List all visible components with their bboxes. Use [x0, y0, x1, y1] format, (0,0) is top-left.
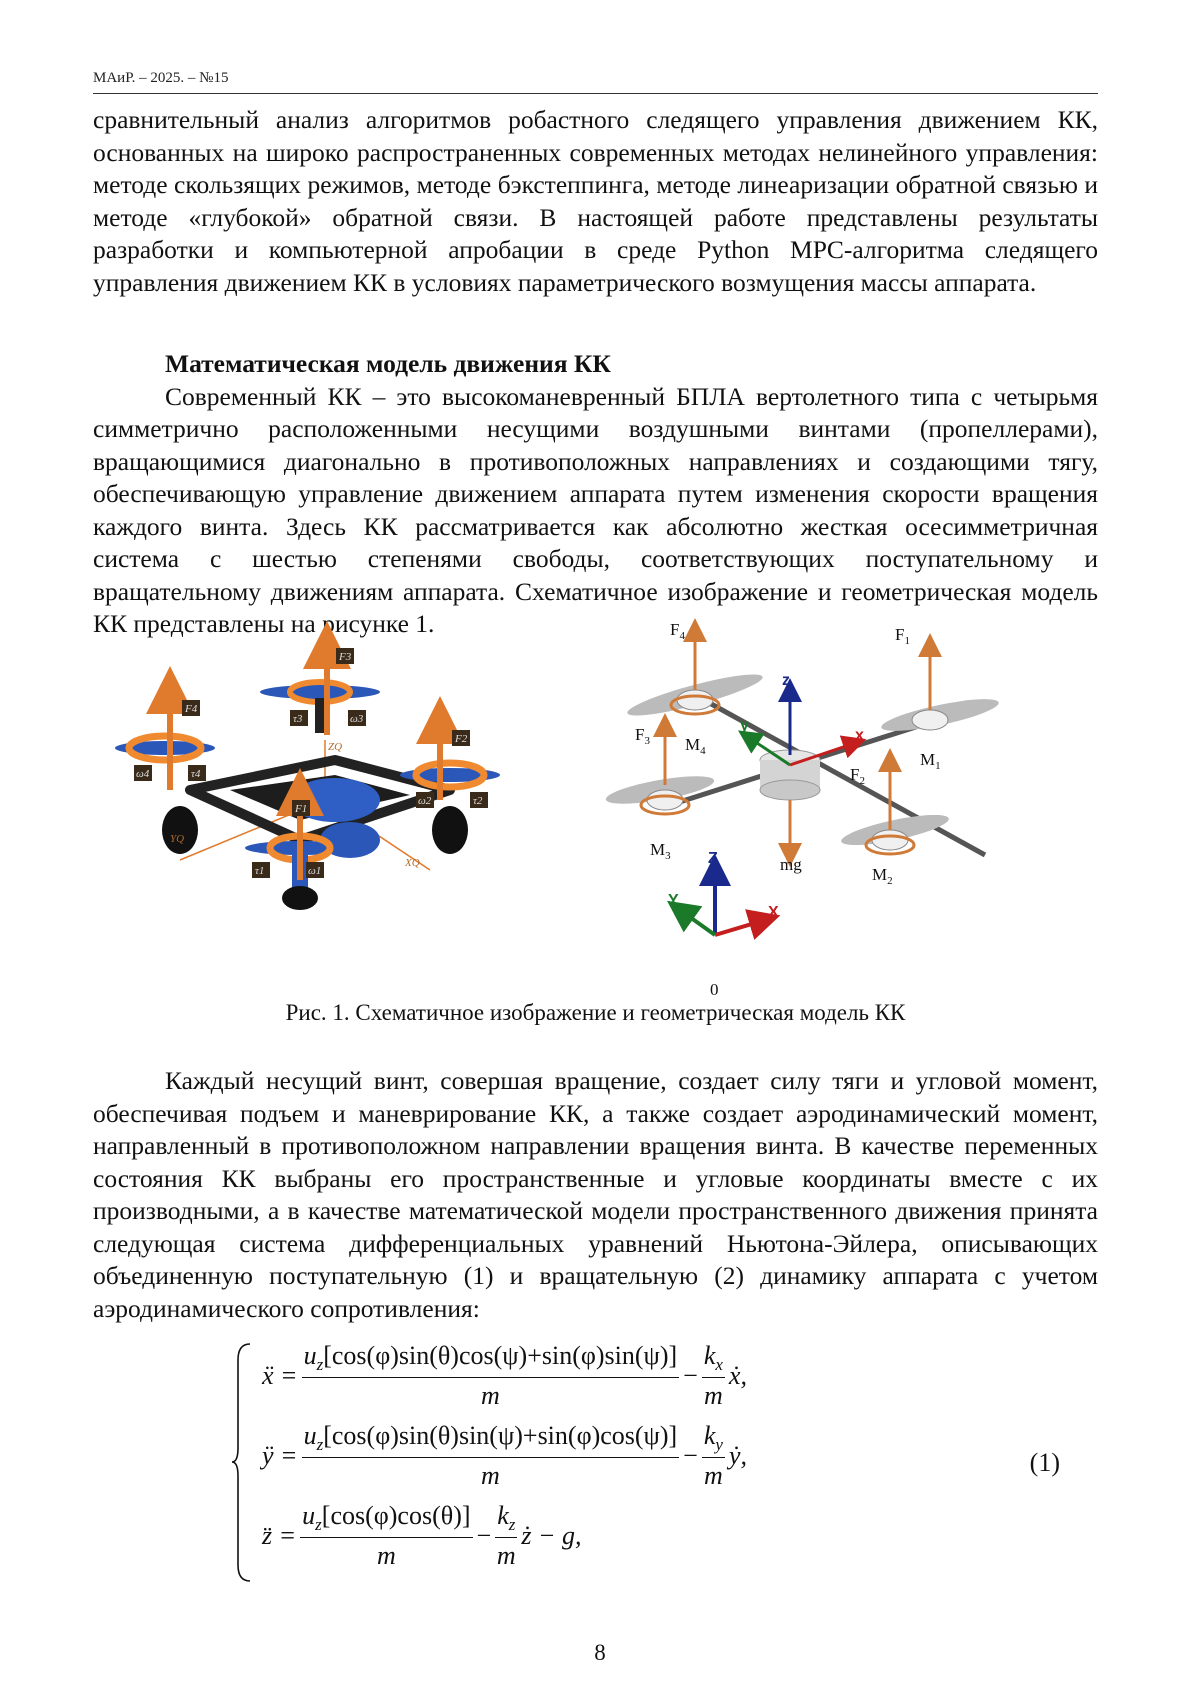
equation-1 [230, 1340, 1080, 1585]
label-t1: τ1 [255, 865, 264, 877]
equation-number: (1) [1030, 1448, 1060, 1478]
row-x-numerator: [cos(φ)sin(θ)cos(ψ)+sin(φ)sin(ψ)] [323, 1341, 677, 1370]
row-x-k-denominator: m [704, 1381, 723, 1410]
row-y-k-denominator: m [704, 1461, 723, 1490]
label-zq: ZQ [328, 741, 342, 753]
row-x-lhs: ẍ = [262, 1361, 298, 1391]
label-f2: F2 [454, 733, 468, 745]
hub-bottom [760, 780, 820, 800]
label-f1: F1 [895, 625, 910, 647]
section-heading: Математическая модель движения КК [93, 348, 1098, 381]
page-number: 8 [0, 1640, 1200, 1666]
paragraph-1: сравнительный анализ алгоритмов робастного следящего управления движением КК, основанных на широко распространенных современных методах нелинейного управления: методе скользящих режимов, методе бэкстеппинга, методе линеаризации обратной связью и методе «глубокой» обратной связи. В настоящей работе представлены результаты разработки и компьютерной апробации в среде Python MPC-алгоритма следящего управления движением КК в условиях параметрического возмущения массы аппарата. [93, 104, 1098, 299]
label-f3: F3 [635, 725, 650, 747]
row-y-drag-fraction [702, 1421, 725, 1491]
row-z-tail: ż − g, [521, 1521, 581, 1551]
row-x-denominator: m [481, 1381, 500, 1410]
label-body-z: z [782, 672, 790, 689]
running-head: МАиР. – 2025. – №15 [93, 70, 1098, 94]
label-m4: M4 [685, 735, 706, 757]
label-f1: F1 [294, 803, 307, 815]
label-yq: YQ [170, 833, 184, 845]
equation-row-y [262, 1420, 747, 1492]
row-x-k-sub: x [715, 1355, 723, 1374]
label-body-x: x [855, 727, 864, 744]
label-f4: F4 [184, 703, 198, 715]
label-inertial-z: Z [708, 850, 718, 867]
row-y-denominator: m [481, 1461, 500, 1490]
row-x-minus: − [683, 1361, 698, 1391]
row-x-u-sub: z [317, 1355, 324, 1374]
motor-m1 [879, 693, 1001, 738]
row-z-u-sub: z [315, 1515, 322, 1534]
row-z-main-fraction [300, 1501, 472, 1571]
label-w3: ω3 [350, 713, 364, 725]
row-x-main-fraction [302, 1341, 680, 1411]
wheel-right [432, 806, 468, 854]
label-t4: τ4 [191, 768, 201, 780]
row-y-numerator: [cos(φ)sin(θ)sin(ψ)+sin(φ)cos(ψ)] [323, 1421, 677, 1450]
inertial-axis-y [680, 910, 715, 935]
row-y-tail: ẏ, [729, 1441, 747, 1471]
label-f2: F2 [850, 765, 865, 787]
wheel-left [162, 806, 198, 854]
figure-caption: Рис. 1. Схематичное изображение и геометрическая модель КК [93, 1000, 1098, 1026]
equation-row-z [262, 1500, 582, 1572]
paragraph-2: Современный КК – это высокоманевренный БПЛА вертолетного типа с четырьмя симметрично расположенными несущими воздушными винтами (пропеллерами), вращающимися диагонально в противоположных направлениях и создающими тягу, обеспечивающую управление движением аппарата путем изменения скорости вращения каждого винта. Здесь КК рассматривается как абсолютно жесткая осесимметричная система с шестью степенями свободы, соответствующих поступательному и вращательному движениям аппарата. Схематичное изображение и геометрическая модель КК представлены на рисунке 1. [93, 381, 1098, 641]
label-m2: M2 [872, 865, 893, 887]
label-f3: F3 [338, 651, 352, 663]
row-y-u: u [304, 1421, 317, 1450]
intro-block [93, 104, 1098, 299]
row-y-main-fraction [302, 1421, 680, 1491]
equation-row-x [262, 1340, 747, 1412]
label-origin: 0 [710, 980, 719, 999]
row-z-k-denominator: m [497, 1541, 516, 1570]
geometric-model-figure [640, 665, 1070, 1000]
row-x-drag-fraction [702, 1341, 725, 1411]
row-z-minus: − [477, 1521, 492, 1551]
row-y-lhs: ÿ = [262, 1441, 298, 1471]
row-z-u: u [302, 1501, 315, 1530]
label-inertial-x: X [768, 904, 779, 921]
paragraph-3: Каждый несущий винт, совершая вращение, создает силу тяги и угловой момент, обеспечивая подъем и маневрирование КК, а также создает аэродинамический момент, направленный в противоположном направлении вращения винта. В качестве переменных состояния КК выбраны его пространственные и угловые координаты вместе с их производными, а в качестве математической модели пространственного движения принята следующая система дифференциальных уравнений Ньютона-Эйлера, описывающих объединенную поступательную (1) и вращательную (2) динамику аппарата с учетом аэродинамического сопротивления: [93, 1065, 1098, 1325]
label-inertial-y: Y [668, 892, 679, 909]
label-f4: F4 [670, 620, 685, 642]
motor-m2 [839, 809, 951, 854]
row-y-u-sub: z [317, 1435, 324, 1454]
rotor-4 [115, 736, 215, 760]
row-z-denominator: m [377, 1541, 396, 1570]
label-w2: ω2 [418, 795, 432, 807]
row-z-lhs: z̈ = [262, 1521, 296, 1551]
dynamics-block [93, 1065, 1098, 1325]
label-mg: mg [780, 855, 802, 874]
label-m1: M1 [920, 750, 941, 772]
quadcopter-schematic-figure [120, 680, 640, 980]
row-z-k: k [497, 1501, 509, 1530]
label-t3: τ3 [293, 713, 303, 725]
row-x-k: k [704, 1341, 716, 1370]
label-w4: ω4 [136, 768, 150, 780]
section-block [93, 348, 1098, 641]
row-z-k-sub: z [509, 1515, 516, 1534]
row-y-minus: − [683, 1441, 698, 1471]
row-y-k: k [704, 1421, 716, 1450]
row-z-drag-fraction [495, 1501, 517, 1571]
label-w1: ω1 [308, 865, 321, 877]
row-x-u: u [304, 1341, 317, 1370]
row-y-k-sub: y [715, 1435, 723, 1454]
label-m3: M3 [650, 840, 671, 862]
row-x-tail: ẋ, [729, 1361, 747, 1391]
label-xq: XQ [404, 857, 420, 869]
label-t2: τ2 [473, 795, 483, 807]
label-body-y: y [740, 717, 749, 734]
inertial-axis-x [715, 920, 765, 935]
row-z-numerator: [cos(φ)cos(θ)] [322, 1501, 471, 1530]
equation-brace [230, 1340, 254, 1585]
